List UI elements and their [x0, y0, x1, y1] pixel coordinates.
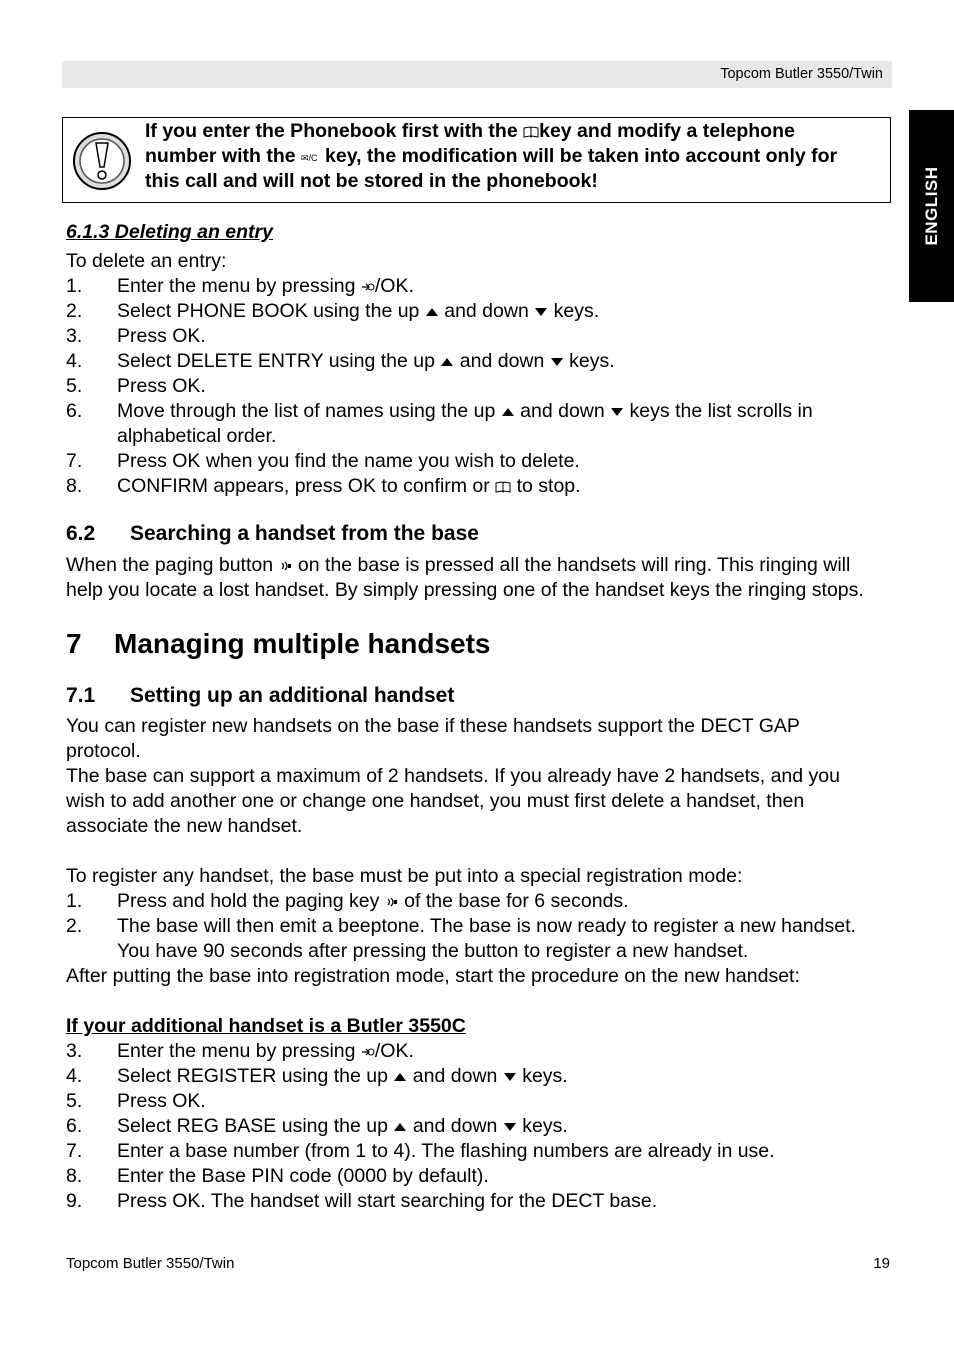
- list-item: Press OK.: [117, 1090, 206, 1112]
- list-item: Enter the Base PIN code (0000 by default).: [117, 1165, 489, 1187]
- paging-icon: [385, 896, 399, 908]
- step-number: 2.: [66, 300, 83, 322]
- menu-key-icon: [361, 1046, 375, 1058]
- step-number: 1.: [66, 275, 83, 297]
- up-arrow-icon: [425, 307, 439, 317]
- down-arrow-icon: [534, 307, 548, 317]
- list-item: Select DELETE ENTRY using the up and down keys.: [117, 350, 615, 372]
- list-item: The base will then emit a beeptone. The base is now ready to register a new handset.: [117, 915, 856, 937]
- list-item: Enter a base number (from 1 to 4). The flashing numbers are already in use.: [117, 1140, 775, 1162]
- paragraph: After putting the base into registration mode, start the procedure on the new handset:: [66, 965, 800, 987]
- list-item: Enter the menu by pressing /OK.: [117, 275, 414, 297]
- page-number: 19: [873, 1255, 890, 1272]
- paging-icon: [279, 560, 293, 572]
- step-number: 3.: [66, 1040, 83, 1062]
- exclamation-icon: [72, 131, 132, 191]
- step-number: 5.: [66, 1090, 83, 1112]
- subsection-heading-6-1-3: 6.1.3 Deleting an entry: [66, 221, 273, 243]
- list-item-continuation: alphabetical order.: [117, 425, 277, 447]
- step-number: 4.: [66, 1065, 83, 1087]
- up-arrow-icon: [501, 407, 515, 417]
- step-number: 1.: [66, 890, 83, 912]
- down-arrow-icon: [503, 1122, 517, 1132]
- list-item: Press OK when you find the name you wish to delete.: [117, 450, 580, 472]
- step-number: 8.: [66, 475, 83, 497]
- chapter-title: Managing multiple handsets: [114, 628, 491, 659]
- page-header: [62, 61, 892, 88]
- section-title-7-1: Setting up an additional handset: [130, 684, 455, 707]
- up-arrow-icon: [393, 1122, 407, 1132]
- intro-text: To delete an entry:: [66, 250, 227, 272]
- svg-text:✉/C: ✉/C: [301, 152, 318, 163]
- section-number-7-1: 7.1: [66, 684, 96, 707]
- up-arrow-icon: [393, 1072, 407, 1082]
- language-label: ENGLISH: [921, 166, 941, 246]
- list-item: Select REG BASE using the up and down keys.: [117, 1115, 568, 1137]
- list-item: CONFIRM appears, press OK to confirm or to stop.: [117, 475, 581, 497]
- footer-title: Topcom Butler 3550/Twin: [66, 1255, 235, 1272]
- step-number: 2.: [66, 915, 83, 937]
- list-item: Select PHONE BOOK using the up and down keys.: [117, 300, 600, 322]
- paragraph: help you locate a lost handset. By simply pressing one of the handset keys the ringing stops.: [66, 579, 864, 601]
- warning-note: [62, 117, 891, 203]
- subheading-butler-3550c: If your additional handset is a Butler 3550C: [66, 1015, 466, 1037]
- paragraph: associate the new handset.: [66, 815, 303, 837]
- chapter-number: 7: [66, 628, 82, 659]
- down-arrow-icon: [610, 407, 624, 417]
- step-number: 7.: [66, 1140, 83, 1162]
- step-number: 5.: [66, 375, 83, 397]
- list-item: Press OK. The handset will start searching for the DECT base.: [117, 1190, 658, 1212]
- list-item: Press OK.: [117, 375, 206, 397]
- step-number: 9.: [66, 1190, 83, 1212]
- list-item: Press OK.: [117, 325, 206, 347]
- paragraph: When the paging button on the base is pressed all the handsets will ring. This ringing will: [66, 554, 851, 576]
- step-number: 3.: [66, 325, 83, 347]
- language-tab: [909, 110, 954, 302]
- step-number: 6.: [66, 1115, 83, 1137]
- list-item: Move through the list of names using the up and down keys the list scrolls in: [117, 400, 813, 422]
- section-title-6-2: Searching a handset from the base: [130, 522, 479, 545]
- step-number: 4.: [66, 350, 83, 372]
- list-item: Press and hold the paging key of the base for 6 seconds.: [117, 890, 629, 912]
- phonebook-icon: [523, 126, 539, 138]
- clear-key-icon: [301, 151, 325, 163]
- paragraph: To register any handset, the base must be put into a special registration mode:: [66, 865, 743, 887]
- paragraph: The base can support a maximum of 2 handsets. If you already have 2 handsets, and you: [66, 765, 840, 787]
- up-arrow-icon: [440, 357, 454, 367]
- step-number: 8.: [66, 1165, 83, 1187]
- list-item: Select REGISTER using the up and down keys.: [117, 1065, 568, 1087]
- note-text: If you enter the Phonebook first with the key and modify a telephone number with the ✉/C key, the modification will be taken into account only for this call and will not be stored in the phonebook!: [145, 120, 838, 192]
- menu-key-icon: [361, 281, 375, 293]
- paragraph: protocol.: [66, 740, 141, 762]
- step-number: 6.: [66, 400, 83, 422]
- phonebook-icon: [495, 481, 511, 493]
- down-arrow-icon: [503, 1072, 517, 1082]
- step-number: 7.: [66, 450, 83, 472]
- section-number-6-2: 6.2: [66, 522, 96, 545]
- list-item: Enter the menu by pressing /OK.: [117, 1040, 414, 1062]
- header-title: Topcom Butler 3550/Twin: [720, 66, 883, 82]
- down-arrow-icon: [550, 357, 564, 367]
- paragraph: You can register new handsets on the base if these handsets support the DECT GAP: [66, 715, 800, 737]
- paragraph: wish to add another one or change one handset, you must first delete a handset, then: [66, 790, 805, 812]
- list-item-continuation: You have 90 seconds after pressing the button to register a new handset.: [117, 940, 749, 962]
